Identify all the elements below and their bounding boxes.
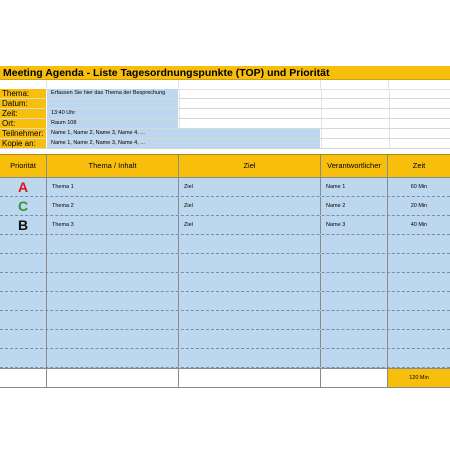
table-row: [0, 273, 450, 292]
priority-letter: B: [17, 217, 29, 233]
table-header: [0, 154, 450, 178]
cell-thema[interactable]: [47, 254, 179, 272]
cell-thema[interactable]: [47, 330, 179, 348]
table-row: [0, 330, 450, 349]
cell-thema[interactable]: [47, 235, 179, 253]
cell-ziel[interactable]: [179, 311, 321, 329]
table-row: [0, 235, 450, 254]
info-label: Teilnehmer:: [0, 129, 46, 138]
table-row: [0, 254, 450, 273]
info-label: Kopie an:: [0, 139, 46, 148]
cell-prio[interactable]: [0, 330, 47, 348]
header-prioritaet: Priorität: [0, 155, 47, 177]
cell-ziel[interactable]: Ziel: [179, 178, 321, 196]
cell-zeit[interactable]: [388, 330, 450, 348]
cell-verantw[interactable]: Name 2: [321, 197, 388, 215]
cell-zeit[interactable]: 60 Min: [410, 184, 428, 190]
meeting-info-block: [0, 89, 450, 149]
priority-letter: A: [17, 179, 29, 195]
cell-prio[interactable]: [0, 273, 47, 291]
cell-verantw[interactable]: Name 3: [321, 216, 388, 234]
cell-verantw[interactable]: [321, 349, 388, 367]
cell-prio[interactable]: [0, 349, 47, 367]
cell-zeit[interactable]: [388, 311, 450, 329]
cell-zeit[interactable]: 40 Min: [410, 222, 428, 228]
header-verantwortlicher: Verantwortlicher: [321, 155, 388, 177]
info-row: [0, 109, 450, 119]
cell-thema[interactable]: [47, 311, 179, 329]
agenda-table: [0, 154, 450, 388]
cell-ziel[interactable]: [179, 254, 321, 272]
cell-ziel[interactable]: [179, 273, 321, 291]
cell-ziel[interactable]: [179, 349, 321, 367]
header-ziel: Ziel: [179, 155, 321, 177]
info-label: Thema:: [0, 89, 46, 98]
info-row: [0, 89, 450, 99]
info-value[interactable]: [47, 99, 178, 108]
cell-verantw[interactable]: [321, 311, 388, 329]
table-row: [0, 311, 450, 330]
cell-zeit[interactable]: [388, 235, 450, 253]
table-row: [0, 178, 450, 197]
cell-prio[interactable]: [0, 254, 47, 272]
cell-ziel[interactable]: [179, 235, 321, 253]
cell-verantw[interactable]: [321, 292, 388, 310]
header-thema: Thema / Inhalt: [47, 155, 179, 177]
cell-verantw[interactable]: [321, 330, 388, 348]
table-footer: [0, 368, 450, 388]
info-value[interactable]: Raum 108: [47, 119, 178, 128]
cell-prio[interactable]: [0, 178, 47, 196]
cell-zeit[interactable]: 20 Min: [410, 203, 428, 209]
cell-verantw[interactable]: [321, 254, 388, 272]
cell-ziel[interactable]: [179, 330, 321, 348]
priority-letter: C: [17, 198, 29, 214]
info-value[interactable]: Name 1, Name 2, Name 3, Name 4, ...: [47, 139, 320, 148]
cell-ziel[interactable]: [179, 292, 321, 310]
table-row: [0, 216, 450, 235]
cell-prio[interactable]: [0, 216, 47, 234]
info-label: Zeit:: [0, 109, 46, 118]
total-time: 120 Min: [388, 369, 450, 387]
cell-prio[interactable]: [0, 292, 47, 310]
info-label: Datum:: [0, 99, 46, 108]
cell-prio[interactable]: [0, 235, 47, 253]
cell-thema[interactable]: [47, 349, 179, 367]
cell-thema[interactable]: Thema 1: [47, 178, 179, 196]
cell-thema[interactable]: Thema 2: [47, 197, 179, 215]
cell-thema[interactable]: [47, 273, 179, 291]
cell-zeit[interactable]: [388, 292, 450, 310]
info-row: [0, 129, 450, 139]
table-row: [0, 197, 450, 216]
info-label: Ort:: [0, 119, 46, 128]
cell-prio[interactable]: [0, 311, 47, 329]
cell-zeit[interactable]: [388, 349, 450, 367]
cell-zeit[interactable]: [388, 254, 450, 272]
cell-verantw[interactable]: Name 1: [321, 178, 388, 196]
cell-thema[interactable]: [47, 292, 179, 310]
info-row: [0, 119, 450, 129]
header-zeit: Zeit: [412, 161, 426, 170]
cell-ziel[interactable]: Ziel: [179, 216, 321, 234]
info-row: [0, 139, 450, 149]
cell-verantw[interactable]: [321, 235, 388, 253]
cell-thema[interactable]: Thema 3: [47, 216, 179, 234]
info-value[interactable]: Erfassen Sie hier das Thema der Besprechung: [47, 89, 178, 98]
info-row: [0, 99, 450, 109]
table-row: [0, 349, 450, 368]
info-value[interactable]: 13:40 Uhr: [47, 109, 178, 118]
cell-zeit[interactable]: [388, 273, 450, 291]
page-title: Meeting Agenda - Liste Tagesordnungspunkte (TOP) und Priorität: [0, 66, 450, 80]
cell-prio[interactable]: [0, 197, 47, 215]
cell-verantw[interactable]: [321, 273, 388, 291]
cell-ziel[interactable]: Ziel: [179, 197, 321, 215]
table-row: [0, 292, 450, 311]
info-value[interactable]: Name 1, Name 2, Name 3, Name 4, ...: [47, 129, 320, 138]
table-body: [0, 178, 450, 368]
